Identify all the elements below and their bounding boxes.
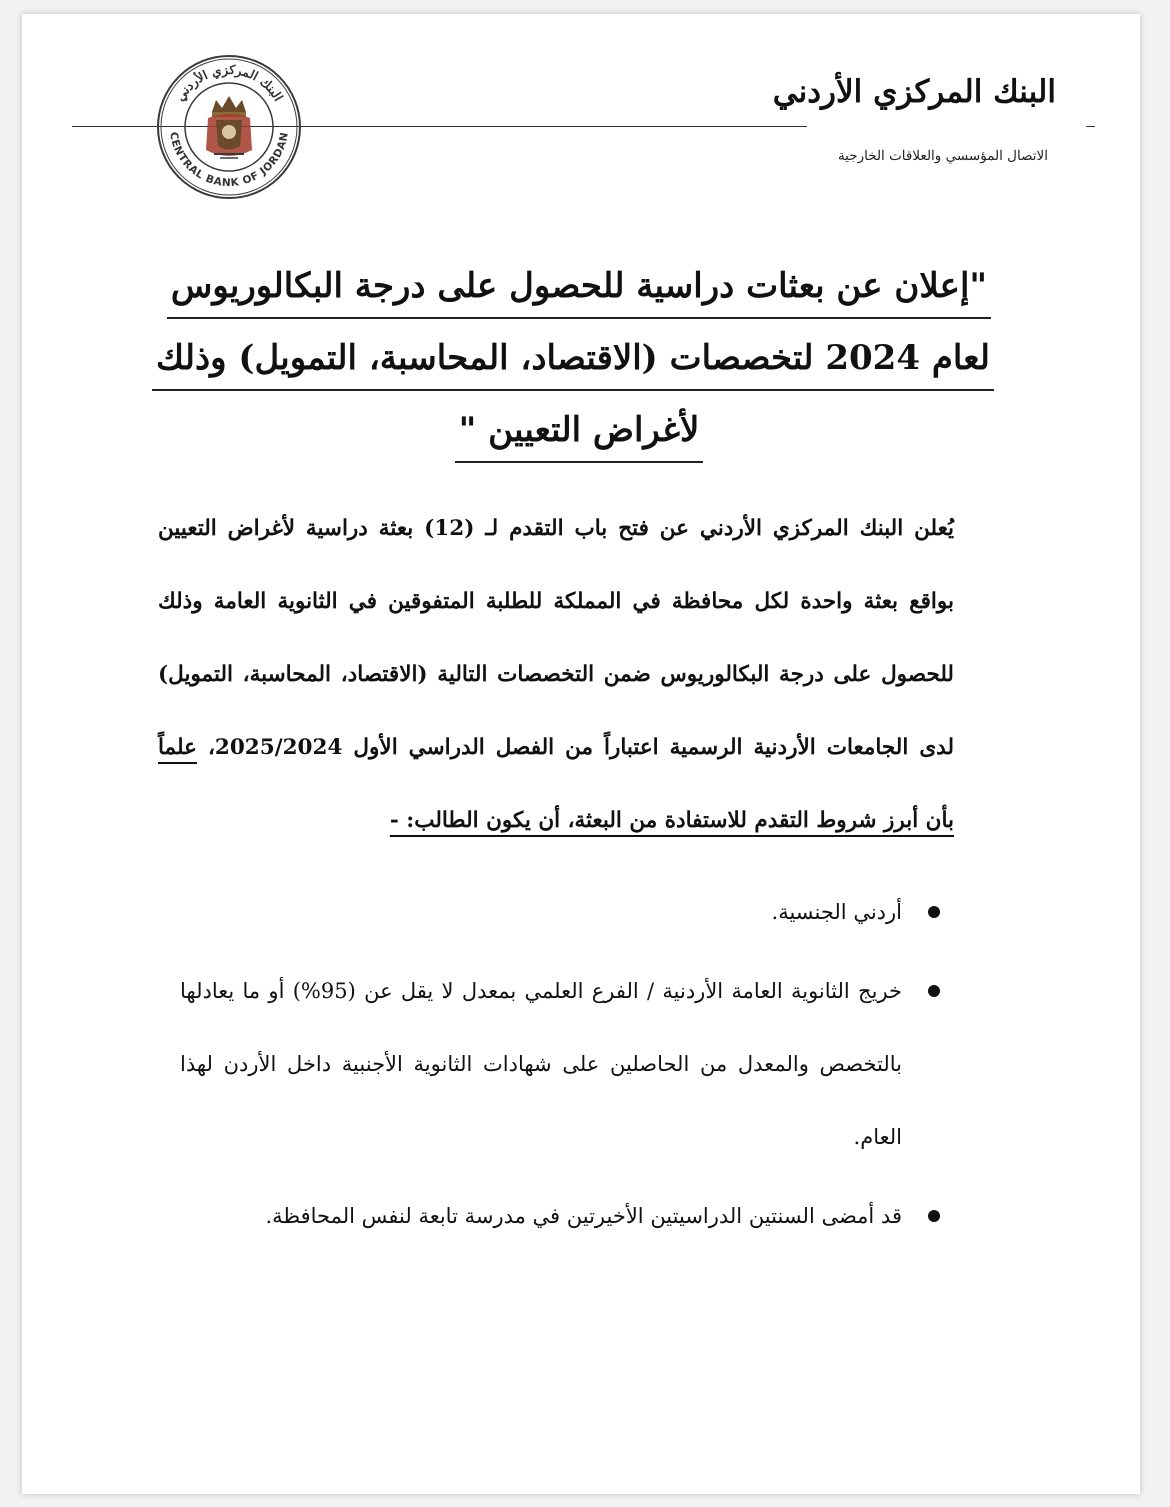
announcement-intro [158,492,954,857]
condition-text: أردني الجنسية. [771,900,902,924]
header-divider-tick [1086,126,1095,127]
title-line-3: لأغراض التعيين " [455,399,704,463]
condition-text: قد أمضى السنتين الدراسيتين الأخيرتين في مدرسة تابعة لنفس المحافظة. [265,1204,902,1228]
title-line-1: "إعلان عن بعثات دراسية للحصول على درجة البكالوريوس [167,255,991,319]
bullet-icon [928,1210,940,1222]
title-line-2: لعام 2024 لتخصصات (الاقتصاد، المحاسبة، التمويل) وذلك [152,327,994,391]
list-item [180,955,940,1174]
conditions-list [180,876,940,1259]
announcement-title [155,250,994,466]
crown-emblem-icon [206,96,252,158]
bullet-icon [928,985,940,997]
intro-text: يُعلن البنك المركزي الأردني عن فتح باب التقدم لـ (12) بعثة دراسية لأغراض التعيين بواقع بعثة واحدة لكل محافظة في المملكة للطلبة المتفوقين في الثانوية العامة وذلك للحصول على درجة البكالوريوس ضمن التخصصات التالية (الاقتصاد، المحاسبة، التمويل) لدى الجامعات الأردنية الرسمية اعتباراً من الفصل الدراسي الأول 2025/2024، [158,516,954,760]
central-bank-of-jordan-seal-icon [156,54,302,200]
condition-text: خريج الثانوية العامة الأردنية / الفرع العلمي بمعدل لا يقل عن (95%) أو ما يعادلها بالتخصص والمعدل من الحاصلين على شهادات الثانوية الأجنبية داخل الأردن لهذا العام. [180,979,903,1149]
list-item [180,1180,940,1253]
list-item [180,876,940,949]
conditions-lead-in: علماً بأن أبرز شروط التقدم للاستفادة من البعثة، أن يكون الطالب: - [158,735,954,833]
bullet-icon [928,906,940,918]
document-page [22,14,1140,1494]
organization-name: البنك المركزي الأردني [772,74,1056,110]
seal-english-text: CENTRAL BANK OF JORDAN [167,131,291,190]
seal-arabic-text: البنك المركزي الأردني [172,61,287,104]
department-name: الاتصال المؤسسي والعلاقات الخارجية [837,148,1048,164]
